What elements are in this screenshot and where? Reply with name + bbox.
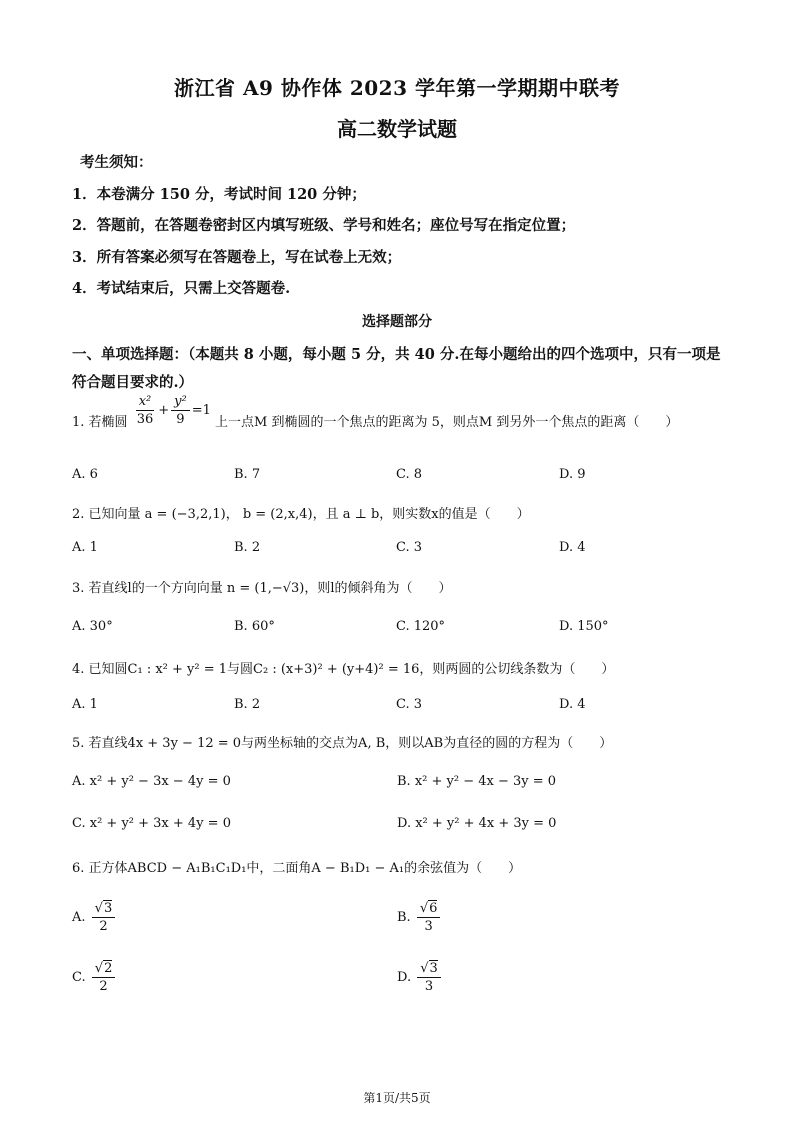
exam-title: 浙江省 A9 协作体 2023 学年第一学期期中联考: [174, 76, 620, 100]
question-number: 3.: [72, 581, 85, 596]
question-6: [72, 857, 521, 876]
exam-subtitle: 高二数学试题: [337, 117, 457, 141]
note-item: 3．所有答案必须写在答题卷上，写在试卷上无效；: [72, 248, 402, 266]
fraction: $\frac{√3}{2}$: [92, 900, 116, 935]
question-text: 正方体ABCD − A₁B₁C₁D₁中，二面角A − B₁D₁ − A₁的余弦值为（ ）: [88, 861, 522, 876]
fraction: $\frac{\text{y²}}{9}$: [171, 393, 190, 428]
option-c: C. 3: [396, 540, 423, 555]
note-item: 4．考试结束后，只需上交答题卷.: [72, 280, 291, 297]
fraction: $\frac{√2}{2}$: [92, 960, 116, 995]
option-c: C. 120°: [396, 619, 446, 634]
question-1: 1. 若椭圆 $\frac{\text{x²}}{36}$ + $\frac{\text{y²}}{9}$ =1 上一点M 到椭圆的一个焦点的距离为 5，则点M 到另外一个焦点的距离（ ）: [72, 394, 679, 430]
notes-block: [72, 153, 575, 311]
question-number: 6.: [72, 861, 85, 876]
question-text: 上一点M 到椭圆的一个焦点的距离为 5，则点M 到另外一个焦点的距离（ ）: [215, 415, 679, 430]
option-a: A. 6: [72, 467, 98, 482]
question-number: 4.: [72, 662, 85, 677]
question-text: 若直线4x + 3y − 12 = 0与两坐标轴的交点为A, B，则以AB为直径的圆的方程为（ ）: [88, 736, 613, 751]
option-b: B. 60°: [234, 619, 275, 634]
question-2: [72, 503, 530, 522]
option-a: A. x² + y² − 3x − 4y = 0: [72, 774, 231, 789]
question-number: 5.: [72, 736, 85, 751]
option-b: B. $\frac{√6}{3}$: [397, 900, 442, 935]
option-c: C. 8: [396, 467, 423, 482]
question-text: 已知圆C₁ : x² + y² = 1与圆C₂ : (x+3)² + (y+4)² = 16，则两圆的公切线条数为（ ）: [88, 662, 615, 677]
option-d: D. $\frac{√3}{3}$: [397, 960, 443, 995]
option-a: A. 30°: [72, 619, 113, 634]
option-b: B. 2: [234, 697, 261, 712]
option-a: A. $\frac{√3}{2}$: [72, 900, 117, 935]
option-d: D. 4: [559, 697, 586, 712]
notes-heading: 考生须知：: [80, 154, 153, 171]
question-text: 已知向量 a = (−3,2,1)， b = (2,x,4)，且 a ⊥ b，则实数x的值是（ ）: [88, 507, 530, 522]
question-text: 若直线l的一个方向向量 n = (1,−√3)，则l的倾斜角为（ ）: [88, 581, 452, 596]
option-a: A. 1: [72, 697, 98, 712]
question-5: [72, 732, 612, 751]
option-d: D. x² + y² + 4x + 3y = 0: [397, 816, 557, 831]
part-title: 一、单项选择题：（本题共 8 小题，每小题 5 分，共 40 分.在每小题给出的四个选项中，只有一项是符合题目要求的.）: [72, 346, 721, 391]
option-d: D. 4: [559, 540, 586, 555]
question-3: [72, 577, 452, 596]
option-d: D. 150°: [559, 619, 609, 634]
note-item: 1．本卷满分 150 分，考试时间 120 分钟；: [72, 185, 366, 203]
option-c: C. $\frac{√2}{2}$: [72, 960, 117, 995]
question-number: 1.: [72, 415, 85, 430]
option-c: C. x² + y² + 3x + 4y = 0: [72, 816, 231, 831]
note-item: 2．答题前，在答题卷密封区内填写班级、学号和姓名；座位号写在指定位置；: [72, 217, 576, 234]
option-d: D. 9: [559, 467, 586, 482]
fraction: $\frac{√3}{3}$: [417, 960, 441, 995]
question-pre: 若椭圆: [88, 415, 128, 430]
question-number: 2.: [72, 507, 85, 522]
option-a: A. 1: [72, 540, 98, 555]
option-c: C. 3: [396, 697, 423, 712]
question-4: [72, 658, 614, 677]
option-b: B. 7: [234, 467, 261, 482]
section-title: 选择题部分: [362, 314, 432, 330]
fraction: $\frac{\text{x²}}{36}$: [136, 394, 154, 427]
option-b: B. 2: [234, 540, 261, 555]
option-b: B. x² + y² − 4x − 3y = 0: [397, 774, 557, 789]
page-footer: 第1页/共5页: [363, 1091, 431, 1105]
fraction: $\frac{√6}{3}$: [417, 900, 441, 935]
